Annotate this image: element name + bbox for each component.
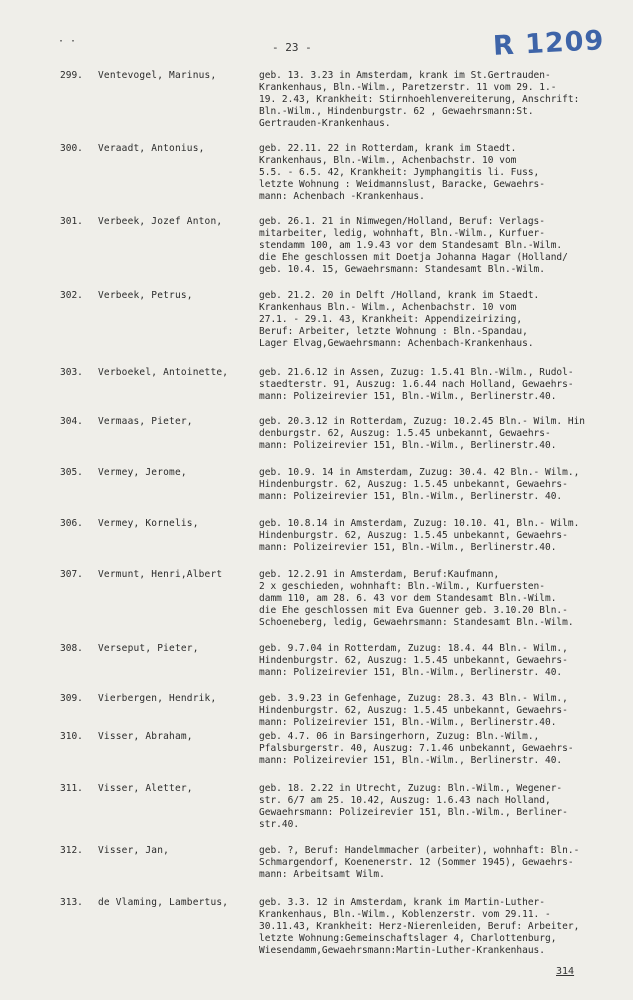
entry-detail-line: 27.1. - 29.1. 43, Krankheit: Appendizeirizing, — [259, 314, 523, 325]
entry-number: 310. — [60, 731, 83, 742]
entry-detail-line: Bln.-Wilm., Hindenburgstr. 62 , Gewaehrsmann:St. — [259, 106, 534, 117]
entry-details — [259, 845, 625, 881]
entry-number: 308. — [60, 643, 83, 654]
entry-detail-line: Gewaehrsmann: Polizeirevier 151, Bln.-Wilm., Berliner- — [259, 807, 568, 818]
entry-detail-line: geb. 9.7.04 in Rotterdam, Zuzug: 18.4. 44 Bln.- Wilm., — [259, 643, 568, 654]
page-number: - 23 - — [272, 41, 312, 54]
entry-detail-line: Wiesendamm,Gewaehrsmann:Martin-Luther-Krankenhaus. — [259, 945, 545, 956]
entry-detail-line: geb. 22.11. 22 in Rotterdam, krank im Staedt. — [259, 143, 517, 154]
entry-detail-line: geb. 26.1. 21 in Nimwegen/Holland, Beruf: Verlags- — [259, 216, 545, 227]
entry-detail-line: geb. 3.9.23 in Gefenhage, Zuzug: 28.3. 43 Bln.- Wilm., — [259, 693, 568, 704]
entry-detail-line: mann: Polizeirevier 151, Bln.-Wilm., Berlinerstr. 40. — [259, 667, 563, 678]
entry-detail-line: Schmargendorf, Koenenerstr. 12 (Sommer 1945), Gewaehrs- — [259, 857, 574, 868]
entry-details — [259, 367, 625, 403]
footer-running-number: 314 — [556, 966, 575, 977]
entry-number: 313. — [60, 897, 83, 908]
entry-name: Vermaas, Pieter, — [98, 416, 193, 427]
entry-detail-line: geb. 18. 2.22 in Utrecht, Zuzug: Bln.-Wilm., Wegener- — [259, 783, 563, 794]
entry-detail-line: die Ehe geschlossen mit Doetja Johanna Hagar (Holland/ — [259, 252, 568, 263]
entry-number: 300. — [60, 143, 83, 154]
entry-details — [259, 416, 625, 452]
entry-name: Verbeek, Jozef Anton, — [98, 216, 223, 227]
entry-details — [259, 693, 625, 729]
entry-number: 301. — [60, 216, 83, 227]
entry-name: Vermey, Kornelis, — [98, 518, 199, 529]
entry-detail-line: mann: Polizeirevier 151, Bln.-Wilm., Berlinerstr.40. — [259, 542, 557, 553]
entry-details — [259, 643, 625, 679]
entry-detail-line: Hindenburgstr. 62, Auszug: 1.5.45 unbekannt, Gewaehrs- — [259, 479, 568, 490]
entry-detail-line: mann: Achenbach -Krankenhaus. — [259, 191, 425, 202]
entry-number: 302. — [60, 290, 83, 301]
entry-detail-line: geb. 10.8.14 in Amsterdam, Zuzug: 10.10. 41, Bln.- Wilm. — [259, 518, 580, 529]
entry-details — [259, 518, 625, 554]
entry-detail-line: mann: Polizeirevier 151, Bln.-Wilm., Berlinerstr. 40. — [259, 491, 563, 502]
entry-name: Visser, Aletter, — [98, 783, 193, 794]
entry-detail-line: str.40. — [259, 819, 300, 830]
entry-detail-line: geb. 3.3. 12 in Amsterdam, krank im Martin-Luther- — [259, 897, 545, 908]
entry-detail-line: geb. 20.3.12 in Rotterdam, Zuzug: 10.2.45 Bln.- Wilm. Hin — [259, 416, 586, 427]
entry-detail-line: 5.5. - 6.5. 42, Krankheit: Jymphangitis li. Fuss, — [259, 167, 540, 178]
entry-detail-line: die Ehe geschlossen mit Eva Guenner geb. 3.10.20 Bln.- — [259, 605, 568, 616]
entry-detail-line: Krankenhaus, Bln.-Wilm., Paretzerstr. 11 vom 29. 1.- — [259, 82, 557, 93]
entry-name: Veraadt, Antonius, — [98, 143, 205, 154]
entry-details — [259, 143, 625, 203]
entry-number: 307. — [60, 569, 83, 580]
entry-details — [259, 290, 625, 350]
entry-name: Verseput, Pieter, — [98, 643, 199, 654]
entry-name: Verboekel, Antoinette, — [98, 367, 229, 378]
entry-detail-line: geb. 4.7. 06 in Barsingerhorn, Zuzug: Bln.-Wilm., — [259, 731, 540, 742]
entry-detail-line: geb. 13. 3.23 in Amsterdam, krank im St.Gertrauden- — [259, 70, 551, 81]
entry-detail-line: letzte Wohnung : Weidmannslust, Baracke, Gewaehrs- — [259, 179, 545, 190]
entry-detail-line: geb. 12.2.91 in Amsterdam, Beruf:Kaufmann, — [259, 569, 500, 580]
entry-detail-line: Krankenhaus, Bln.-Wilm., Achenbachstr. 10 vom — [259, 155, 517, 166]
entry-detail-line: mann: Polizeirevier 151, Bln.-Wilm., Berlinerstr.40. — [259, 440, 557, 451]
entry-number: 304. — [60, 416, 83, 427]
entry-name: de Vlaming, Lambertus, — [98, 897, 229, 908]
entry-name: Verbeek, Petrus, — [98, 290, 193, 301]
entry-details — [259, 897, 625, 957]
entry-detail-line: 19. 2.43, Krankheit: Stirnhoehlenvereiterung, Anschrift: — [259, 94, 580, 105]
entry-detail-line: 2 x geschieden, wohnhaft: Bln.-Wilm., Kurfuersten- — [259, 581, 545, 592]
entry-detail-line: geb. ?, Beruf: Handelmmacher (arbeiter), wohnhaft: Bln.- — [259, 845, 580, 856]
entry-detail-line: Schoeneberg, ledig, Gewaehrsmann: Standesamt Bln.-Wilm. — [259, 617, 574, 628]
entry-detail-line: letzte Wohnung:Gemeinschaftslager 4, Charlottenburg, — [259, 933, 557, 944]
entry-detail-line: Hindenburgstr. 62, Auszug: 1.5.45 unbekannt, Gewaehrs- — [259, 530, 568, 541]
entry-detail-line: geb. 21.2. 20 in Delft /Holland, krank im Staedt. — [259, 290, 540, 301]
entry-detail-line: 30.11.43, Krankheit: Herz-Nierenleiden, Beruf: Arbeiter, — [259, 921, 580, 932]
entry-detail-line: str. 6/7 am 25. 10.42, Auszug: 1.6.43 nach Holland, — [259, 795, 551, 806]
margin-marks: · · — [58, 36, 77, 47]
entry-detail-line: Krankenhaus, Bln.-Wilm., Koblenzerstr. vom 29.11. - — [259, 909, 551, 920]
entry-details — [259, 783, 625, 831]
entry-name: Vermunt, Henri,Albert — [98, 569, 223, 580]
entry-details — [259, 467, 625, 503]
entry-detail-line: geb. 21.6.12 in Assen, Zuzug: 1.5.41 Bln.-Wilm., Rudol- — [259, 367, 574, 378]
entry-detail-line: denburgstr. 62, Auszug: 1.5.45 unbekannt, Gewaehrs- — [259, 428, 551, 439]
entry-detail-line: mann: Polizeirevier 151, Bln.-Wilm., Berlinerstr.40. — [259, 717, 557, 728]
entry-name: Vermey, Jerome, — [98, 467, 187, 478]
entry-detail-line: Krankenhaus Bln.- Wilm., Achenbachstr. 10 vom — [259, 302, 517, 313]
entry-number: 306. — [60, 518, 83, 529]
entry-detail-line: Lager Elvag,Gewaehrsmann: Achenbach-Krankenhaus. — [259, 338, 534, 349]
entry-detail-line: mitarbeiter, ledig, wohnhaft, Bln.-Wilm., Kurfuer- — [259, 228, 545, 239]
entry-detail-line: Hindenburgstr. 62, Auszug: 1.5.45 unbekannt, Gewaehrs- — [259, 655, 568, 666]
entry-number: 299. — [60, 70, 83, 81]
entry-detail-line: Hindenburgstr. 62, Auszug: 1.5.45 unbekannt, Gewaehrs- — [259, 705, 568, 716]
entry-name: Ventevogel, Marinus, — [98, 70, 217, 81]
entry-detail-line: Beruf: Arbeiter, letzte Wohnung : Bln.-Spandau, — [259, 326, 528, 337]
entry-detail-line: damm 110, am 28. 6. 43 vor dem Standesamt Bln.-Wilm. — [259, 593, 557, 604]
entry-detail-line: Pfalsburgerstr. 40, Auszug: 7.1.46 unbekannt, Gewaehrs- — [259, 743, 574, 754]
entry-number: 303. — [60, 367, 83, 378]
entry-detail-line: geb. 10.9. 14 in Amsterdam, Zuzug: 30.4. 42 Bln.- Wilm., — [259, 467, 580, 478]
entry-number: 311. — [60, 783, 83, 794]
entry-details — [259, 569, 625, 629]
entry-number: 309. — [60, 693, 83, 704]
entry-number: 312. — [60, 845, 83, 856]
entry-detail-line: stendamm 100, am 1.9.43 vor dem Standesamt Bln.-Wilm. — [259, 240, 563, 251]
archive-stamp: R 1209 — [492, 25, 606, 62]
entry-detail-line: mann: Polizeirevier 151, Bln.-Wilm., Berlinerstr. 40. — [259, 755, 563, 766]
entry-details — [259, 216, 625, 276]
entry-name: Visser, Abraham, — [98, 731, 193, 742]
entry-detail-line: mann: Arbeitsamt Wilm. — [259, 869, 385, 880]
entry-detail-line: geb. 10.4. 15, Gewaehrsmann: Standesamt Bln.-Wilm. — [259, 264, 545, 275]
entry-detail-line: staedterstr. 91, Auszug: 1.6.44 nach Holland, Gewaehrs- — [259, 379, 574, 390]
entry-details — [259, 70, 625, 130]
entry-detail-line: mann: Polizeirevier 151, Bln.-Wilm., Berlinerstr.40. — [259, 391, 557, 402]
entry-details — [259, 731, 625, 767]
entry-detail-line: Gertrauden-Krankenhaus. — [259, 118, 391, 129]
entry-name: Vierbergen, Hendrik, — [98, 693, 217, 704]
entry-name: Visser, Jan, — [98, 845, 170, 856]
entry-number: 305. — [60, 467, 83, 478]
